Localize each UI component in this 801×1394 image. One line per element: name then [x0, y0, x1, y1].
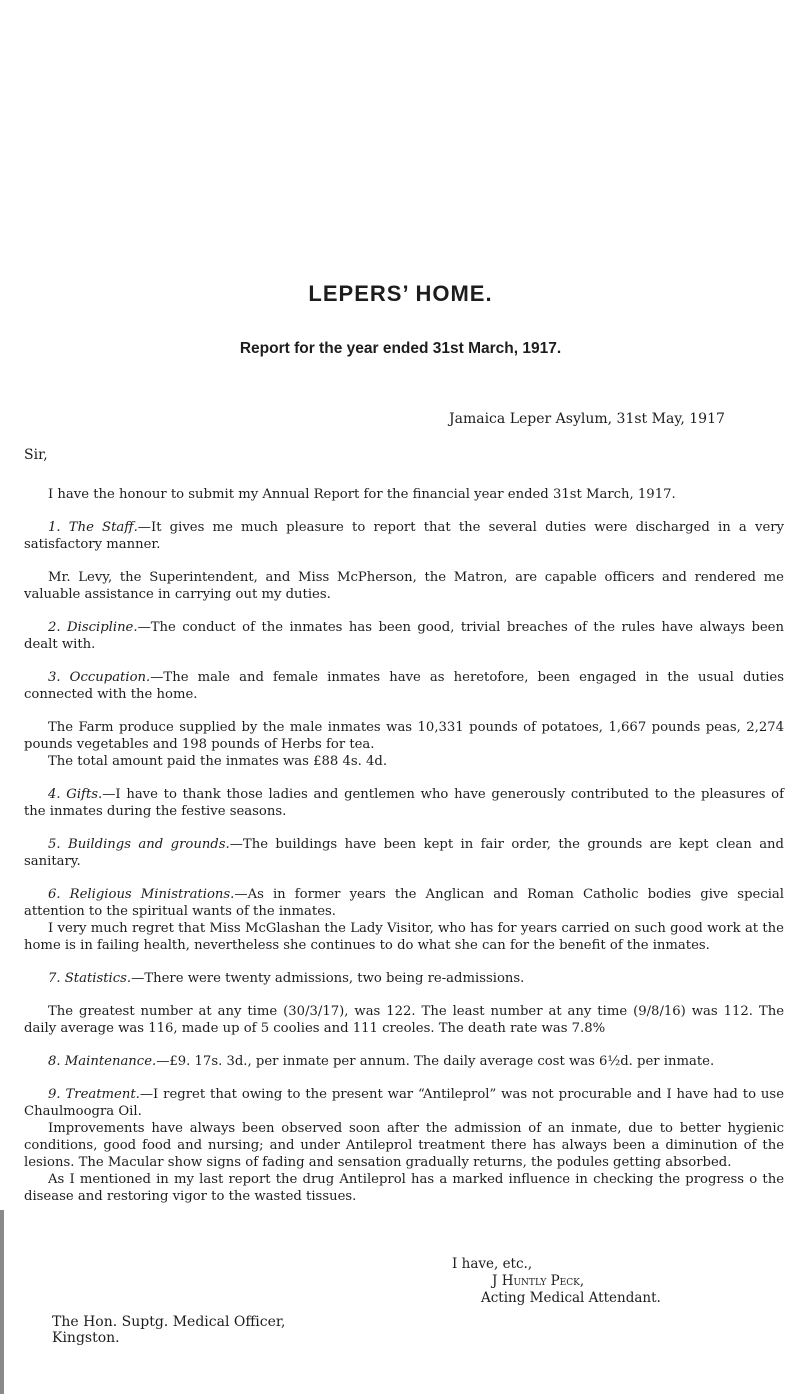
section-text: —It gives me much pleasure to report that the several duties were discharged in a very satisfactory manner. [24, 520, 784, 552]
section-text: The total amount paid the inmates was £88 4s. 4d. [48, 754, 388, 769]
section-text: I very much regret that Miss McGlashan the Lady Visitor, who has for years carried on such good work at the home is in failing health, nevertheless she continues to do what she can for the benefit of the inmates. [24, 921, 784, 953]
report-body [24, 470, 784, 1205]
paragraph-lady-visitor [24, 920, 784, 954]
paragraph-staff-officers [24, 569, 784, 603]
section-text: —The male and female inmates have as heretofore, been engaged in the usual duties connected with the home. [24, 670, 785, 702]
paragraph-improvements [24, 1120, 784, 1171]
signatory-role: Acting Medical Attendant. [481, 1290, 661, 1306]
section-religious [24, 886, 784, 920]
section-text: —As in former years the Anglican and Roman Catholic bodies give special attention to the spiritual wants of the inmates. [24, 887, 784, 919]
section-maintenance [24, 1053, 784, 1070]
section-occupation [24, 669, 784, 703]
section-text: —The conduct of the inmates has been good, trivial breaches of the rules have always been dealt with. [24, 620, 784, 652]
intro-paragraph: I have the honour to submit my Annual Report for the financial year ended 31st March, 1917. [48, 487, 676, 502]
section-statistics [24, 970, 784, 987]
section-text: —£9. 17s. 3d., per inmate per annum. The daily average cost was 6½d. per inmate. [156, 1054, 715, 1069]
section-text: As I mentioned in my last report the drug Antileprol has a marked influence in checking the progress o the disease and restoring vigor to the wasted tissues. [24, 1172, 784, 1204]
paragraph-numbers [24, 1003, 784, 1037]
section-staff [24, 519, 784, 553]
dateline: Jamaica Leper Asylum, 31st May, 1917 [449, 411, 725, 427]
section-text: —I have to thank those ladies and gentlemen who have generously contributed to the pleasures of the inmates during the festive seasons. [24, 787, 784, 819]
closing-line: I have, etc., [452, 1256, 533, 1272]
addressee-line1: The Hon. Suptg. Medical Officer, [52, 1314, 286, 1330]
signature-block [452, 1256, 661, 1307]
section-text: —The buildings have been kept in fair order, the grounds are kept clean and sanitary. [24, 837, 784, 869]
section-heading: 3. Occupation. [48, 670, 151, 685]
section-text: —I regret that owing to the present war “Antileprol” was not procurable and I have had to use Chaulmoogra Oil. [24, 1087, 784, 1119]
section-heading: 9. Treatment. [48, 1087, 140, 1102]
section-heading: 5. Buildings and grounds. [48, 837, 230, 852]
section-text: The Farm produce supplied by the male inmates was 10,331 pounds of potatoes, 1,667 pounds peas, 2,274 pounds vegetables and 198 pounds of Herbs for tea. [24, 720, 784, 752]
section-discipline [24, 619, 784, 653]
section-text: —There were twenty admissions, two being re-admissions. [131, 971, 525, 986]
paragraph-total-paid [24, 753, 784, 770]
section-heading: 7. Statistics. [48, 971, 132, 986]
scan-edge-shadow [0, 1210, 4, 1394]
signatory-name: J Huntly Peck, [492, 1273, 585, 1289]
section-heading: 4. Gifts. [48, 787, 103, 802]
section-treatment [24, 1086, 784, 1120]
addressee-line2: Kingston. [52, 1330, 120, 1346]
document-title: LEPERS’ HOME. [308, 281, 493, 306]
paragraph-antileprol [24, 1171, 784, 1205]
section-text: Mr. Levy, the Superintendent, and Miss McPherson, the Matron, are capable officers and rendered me valuable assistance in carrying out my duties. [24, 570, 784, 602]
section-text: The greatest number at any time (30/3/17), was 122. The least number at any time (9/8/16) was 112. The daily average was 116, made up of 5 coolies and 111 creoles. The death rate was 7.8% [24, 1004, 784, 1036]
section-heading: 2. Discipline. [48, 620, 138, 635]
section-heading: 1. The Staff. [48, 520, 138, 535]
section-text: Improvements have always been observed soon after the admission of an inmate, due to better hygienic conditions, good food and nursing; and under Antileprol treatment there has always been a diminution of the lesions. The Macular show signs of fading and sensation gradually returns, the podules getting absorbed. [24, 1121, 784, 1170]
section-gifts [24, 786, 784, 820]
section-buildings [24, 836, 784, 870]
section-heading: 6. Religious Ministrations. [48, 887, 235, 902]
paragraph-farm-produce [24, 719, 784, 753]
document-subtitle: Report for the year ended 31st March, 1917. [239, 340, 562, 357]
addressee-block [52, 1314, 286, 1346]
salutation: Sir, [24, 447, 48, 463]
section-heading: 8. Maintenance. [48, 1054, 157, 1069]
